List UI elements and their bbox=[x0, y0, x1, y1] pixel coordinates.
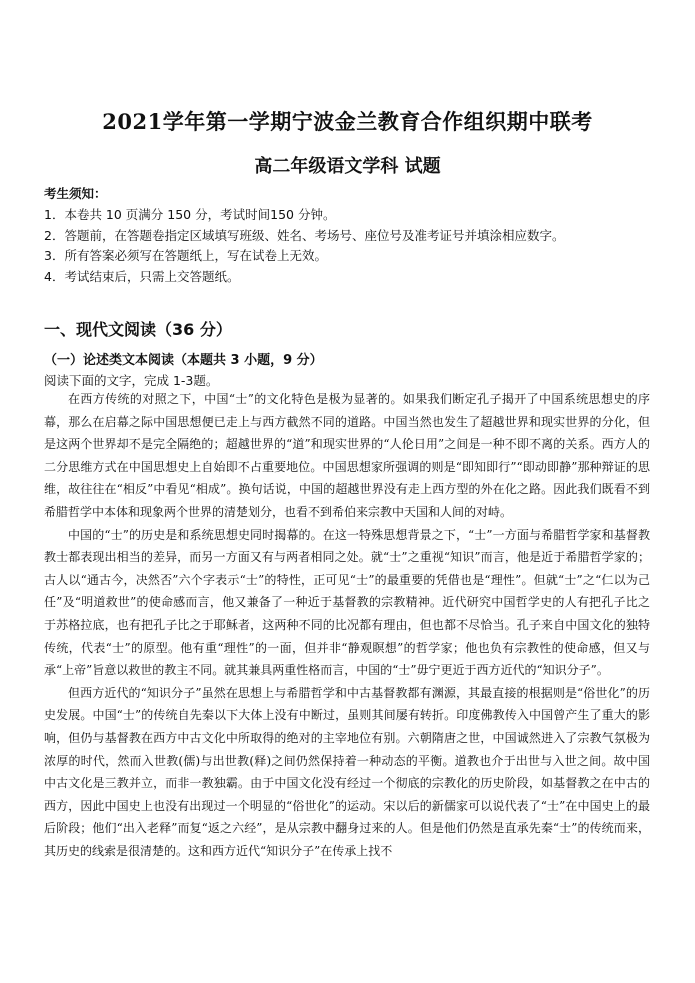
notice-item: 1．本卷共 10 页满分 150 分，考试时间150 分钟。 bbox=[44, 207, 336, 222]
exam-notice bbox=[44, 184, 664, 287]
passage-paragraph: 中国的“士”的历史是和系统思想史同时揭幕的。在这一特殊思想背景之下，“士”一方面与希腊哲学家和基督教教士都表现出相当的差异，而另一方面又有与两者相同之处。就“士”之重视“知识”而言，他是近于希腊哲学家的；古人以“通古今，决然否”六个字表示“士”的特性，正可见“士”的最重要的凭借也是“理性”。但就“士”之“仁以为己任”及“明道救世”的使命感而言，他又兼备了一种近于基督教的宗教精神。近代研究中国哲学史的人有把孔子比之于苏格拉底，也有把孔子比之于耶稣者，这两种不同的比况都有理由，但也都不尽恰当。孔子来自中国文化的独特传统，代表“士”的原型。他有重“理性”的一面，但并非“静观瞑想”的哲学家；他也负有宗教性的使命感，但又与承“上帝”旨意以救世的教主不同。就其兼具两重性格而言，中国的“士”毋宁更近于西方近代的“知识分子”。 bbox=[44, 527, 650, 678]
passage-paragraph: 但西方近代的“知识分子”虽然在思想上与希腊哲学和中古基督教都有渊源，其最直接的根据则是“俗世化”的历史发展。中国“士”的传统自先秦以下大体上没有中断过，虽则其间屡有转折。印度佛教传入中国曾产生了重大的影响，但仍与基督教在西方中古文化中所取得的绝对的主宰地位有别。六朝隋唐之世，中国诚然进入了宗教气氛极为浓厚的时代，然而入世教(儒)与出世教(释)之间仍然保持着一种动态的平衡。道教也介于出世与入世之间。故中国中古文化是三教并立，而非一教独霸。由于中国文化没有经过一个彻底的宗教化的历史阶段，如基督教之在中古的西方，因此中国史上也没有出现过一个明显的“俗世化”的运动。宋以后的新儒家可以说代表了“士”在中国史上的最后阶段；他们“出入老释”而复“返之六经”，是从宗教中翻身过来的人。但是他们仍然是直承先秦“士”的传统而来，其历史的线索是很清楚的。这和西方近代“知识分子”在传承上找不 bbox=[44, 685, 650, 858]
section-title: 一、现代文阅读（36 分） bbox=[44, 320, 232, 339]
notice-item: 4．考试结束后，只需上交答题纸。 bbox=[44, 268, 240, 284]
reading-instruction: 阅读下面的文字，完成 1-3题。 bbox=[44, 373, 219, 388]
exam-title: 2021学年第一学期宁波金兰教育合作组织期中联考 bbox=[102, 109, 593, 134]
passage-paragraph: 在西方传统的对照之下，中国“士”的文化特色是极为显著的。如果我们断定孔子揭开了中国系统思想史的序幕，那么在启幕之际中国思想便已走上与西方截然不同的道路。中国当然也发生了超越世界和现实世界的分化，但是这两个世界却不是完全隔绝的；超越世界的“道”和现实世界的“人伦日用”之间是一种不即不离的关系。西方人的二分思维方式在中国思想史上自始即不占重要地位。中国思想家所强调的则是“即知即行”“即动即静”那种辩证的思维，故往往在“相反”中看见“相成”。换句话说，中国的超越世界没有走上西方型的外在化之路。因此我们既看不到希腊哲学中本体和现象两个世界的清楚划分，也看不到希伯来宗教中天国和人间的对峙。 bbox=[44, 392, 650, 519]
notice-item: 2．答题前，在答题卷指定区域填写班级、姓名、考场号、座位号及准考证号并填涂相应数字。 bbox=[44, 227, 565, 243]
subsection-title: （一）论述类文本阅读（本题共 3 小题，9 分） bbox=[44, 353, 323, 368]
exam-subtitle: 高二年级语文学科 试题 bbox=[254, 156, 441, 177]
reading-passage bbox=[44, 388, 650, 862]
notice-item: 3．所有答案必须写在答题纸上，写在试卷上无效。 bbox=[44, 248, 327, 263]
notice-heading: 考生须知： bbox=[44, 186, 107, 201]
